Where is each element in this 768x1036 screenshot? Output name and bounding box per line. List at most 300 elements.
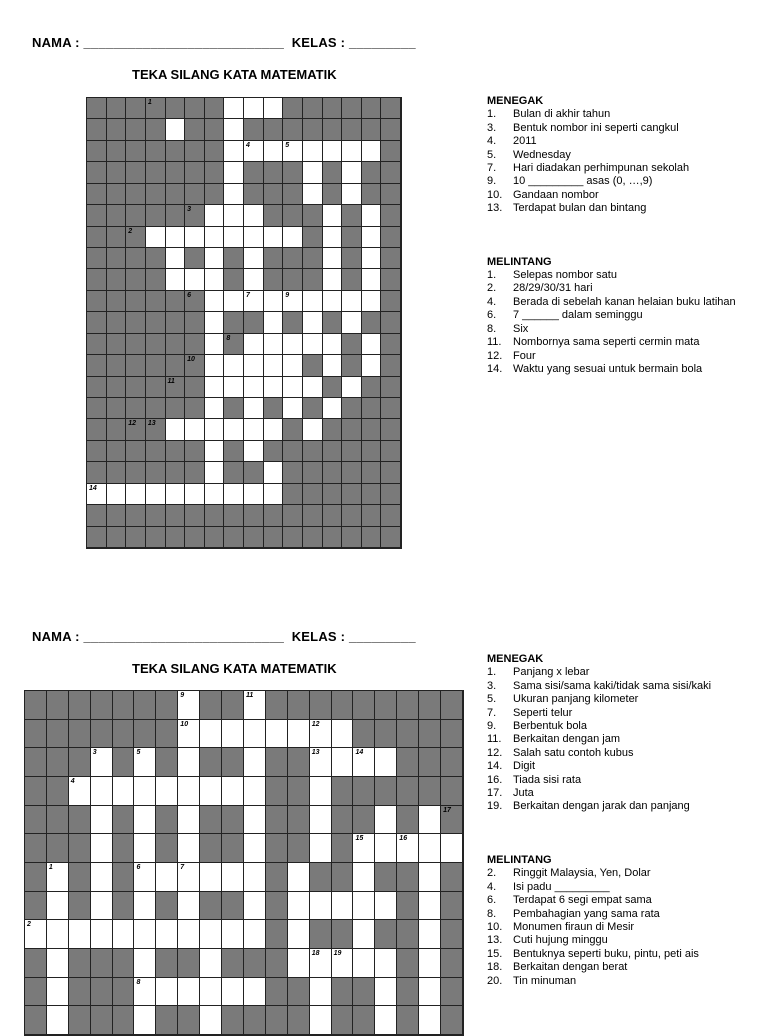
crossword-cell-open[interactable] — [47, 892, 69, 921]
crossword-cell-open[interactable] — [134, 748, 156, 777]
crossword-cell-blocked — [441, 691, 463, 720]
crossword-cell-open[interactable] — [288, 863, 310, 892]
crossword-cell-open[interactable] — [353, 834, 375, 863]
crossword-cell-blocked — [288, 1006, 310, 1035]
crossword-cell-blocked — [266, 920, 288, 949]
nama-blank[interactable]: ___________________________ — [83, 629, 285, 644]
crossword-cell-open[interactable] — [375, 748, 397, 777]
crossword-cell-open[interactable] — [419, 892, 441, 921]
crossword-cell-open[interactable] — [303, 162, 323, 183]
crossword-cell-open[interactable] — [310, 748, 332, 777]
crossword-cell-blocked — [87, 334, 107, 355]
crossword-cell-open[interactable] — [91, 920, 113, 949]
crossword-cell-open[interactable] — [419, 1006, 441, 1035]
clue-item-number: 8. — [487, 907, 497, 920]
clue-item-text: Sama sisi/sama kaki/tidak sama sisi/kaki — [513, 679, 712, 692]
crossword-cell-blocked — [200, 892, 222, 921]
crossword-cell-open[interactable] — [342, 377, 362, 398]
crossword-cell-blocked — [362, 398, 382, 419]
crossword-cell-open[interactable] — [283, 227, 303, 248]
crossword-cell-open[interactable] — [178, 892, 200, 921]
crossword-cell-open[interactable] — [375, 978, 397, 1007]
crossword-cell-open[interactable] — [178, 777, 200, 806]
crossword-cell-open[interactable] — [134, 863, 156, 892]
crossword-cell-open[interactable] — [323, 334, 343, 355]
crossword-cell-open[interactable] — [375, 1006, 397, 1035]
crossword-cell-blocked — [69, 949, 91, 978]
crossword-cell-open[interactable] — [244, 720, 266, 749]
crossword-cell-open[interactable] — [205, 291, 225, 312]
crossword-cell-open[interactable] — [419, 834, 441, 863]
crossword-cell-open[interactable] — [91, 748, 113, 777]
crossword-cell-open[interactable] — [244, 920, 266, 949]
crossword-cell-open[interactable] — [264, 141, 284, 162]
crossword-cell-open[interactable] — [310, 834, 332, 863]
crossword-cell-open[interactable] — [146, 227, 166, 248]
crossword-cell-open[interactable] — [87, 484, 107, 505]
crossword-cell-blocked — [244, 119, 264, 140]
crossword-cell-blocked — [224, 462, 244, 483]
crossword-cell-blocked — [323, 377, 343, 398]
crossword-cell-open[interactable] — [332, 892, 354, 921]
crossword-cell-open[interactable] — [244, 978, 266, 1007]
kelas-blank[interactable]: _________ — [348, 629, 416, 644]
crossword-cell-open[interactable] — [224, 205, 244, 226]
crossword-cell-open[interactable] — [69, 920, 91, 949]
crossword-cell-open[interactable] — [303, 184, 323, 205]
crossword-cell-open[interactable] — [166, 248, 186, 269]
crossword-cell-open[interactable] — [303, 291, 323, 312]
crossword-cell-open[interactable] — [244, 748, 266, 777]
crossword-cell-open[interactable] — [323, 291, 343, 312]
crossword-cell-open[interactable] — [342, 141, 362, 162]
crossword-cell-blocked — [244, 527, 264, 548]
crossword-cell-open[interactable] — [224, 184, 244, 205]
crossword-cell-open[interactable] — [375, 806, 397, 835]
crossword-cell-open[interactable] — [205, 312, 225, 333]
crossword-cell-open[interactable] — [224, 119, 244, 140]
crossword-cell-blocked — [283, 184, 303, 205]
crossword-cell-blocked — [441, 892, 463, 921]
crossword-cell-open[interactable] — [134, 920, 156, 949]
crossword-cell-blocked — [87, 419, 107, 440]
crossword-cell-open[interactable] — [362, 269, 382, 290]
clue-item-number: 11. — [487, 336, 502, 349]
clue-item — [487, 760, 762, 773]
crossword-cell-open[interactable] — [200, 978, 222, 1007]
crossword-cell-blocked — [381, 162, 401, 183]
crossword-cell-open[interactable] — [264, 291, 284, 312]
crossword-cell-open[interactable] — [283, 291, 303, 312]
crossword-cell-open[interactable] — [244, 377, 264, 398]
crossword-cell-open[interactable] — [362, 248, 382, 269]
crossword-cell-open[interactable] — [283, 355, 303, 376]
crossword-cell-open[interactable] — [205, 334, 225, 355]
crossword-cell-blocked — [166, 377, 186, 398]
sheet1-title: TEKA SILANG KATA MATEMATIK — [132, 67, 337, 82]
crossword-cell-open[interactable] — [362, 227, 382, 248]
crossword-cell-open[interactable] — [205, 462, 225, 483]
crossword-cell-open[interactable] — [323, 141, 343, 162]
crossword-cell-open[interactable] — [264, 484, 284, 505]
crossword-cell-blocked — [25, 978, 47, 1007]
crossword-cell-open[interactable] — [166, 119, 186, 140]
crossword-cell-open[interactable] — [224, 162, 244, 183]
crossword-cell-open[interactable] — [342, 184, 362, 205]
crossword-cell-open[interactable] — [244, 419, 264, 440]
crossword-cell-blocked — [205, 141, 225, 162]
crossword-cell-blocked — [323, 484, 343, 505]
crossword-cell-open[interactable] — [205, 441, 225, 462]
crossword-cell-open[interactable] — [303, 377, 323, 398]
crossword-cell-open[interactable] — [178, 834, 200, 863]
crossword-cell-blocked — [342, 98, 362, 119]
crossword-cell-open[interactable] — [222, 978, 244, 1007]
crossword-cell-blocked — [200, 748, 222, 777]
crossword-cell-open[interactable] — [126, 484, 146, 505]
crossword-cell-open[interactable] — [134, 978, 156, 1007]
clue-item-text: Nombornya sama seperti cermin mata — [513, 336, 700, 349]
crossword-cell-open[interactable] — [362, 291, 382, 312]
crossword-cell-open[interactable] — [134, 834, 156, 863]
crossword-cell-open[interactable] — [332, 949, 354, 978]
crossword-cell-open[interactable] — [205, 398, 225, 419]
clue-item — [487, 108, 757, 121]
crossword-cell-open[interactable] — [205, 269, 225, 290]
crossword-cell-open[interactable] — [224, 377, 244, 398]
crossword-cell-blocked — [126, 441, 146, 462]
nama-blank[interactable]: ___________________________ — [83, 35, 285, 50]
clue-item-number: 1. — [487, 666, 497, 679]
crossword-cell-open[interactable] — [342, 291, 362, 312]
crossword-cell-open[interactable] — [288, 949, 310, 978]
crossword-cell-open[interactable] — [205, 377, 225, 398]
crossword-cell-open[interactable] — [134, 1006, 156, 1035]
crossword-cell-open[interactable] — [156, 863, 178, 892]
crossword-cell-open[interactable] — [200, 777, 222, 806]
crossword-cell-open[interactable] — [244, 205, 264, 226]
crossword-cell-open[interactable] — [146, 484, 166, 505]
clue-item-number: 12. — [487, 746, 503, 759]
crossword-cell-open[interactable] — [244, 892, 266, 921]
crossword-cell-open[interactable] — [283, 334, 303, 355]
crossword-cell-open[interactable] — [224, 484, 244, 505]
crossword-cell-open[interactable] — [200, 863, 222, 892]
crossword-cell-open[interactable] — [244, 141, 264, 162]
clue-item-text: Isi padu _________ — [513, 880, 610, 893]
crossword-cell-open[interactable] — [303, 334, 323, 355]
crossword-cell-open[interactable] — [362, 141, 382, 162]
crossword-cell-open[interactable] — [107, 484, 127, 505]
crossword-cell-open[interactable] — [283, 141, 303, 162]
crossword-cell-open[interactable] — [224, 291, 244, 312]
crossword-cell-open[interactable] — [362, 205, 382, 226]
crossword-cell-blocked — [185, 505, 205, 526]
crossword-cell-open[interactable] — [323, 205, 343, 226]
crossword-cell-open[interactable] — [244, 227, 264, 248]
crossword-cell-open[interactable] — [91, 834, 113, 863]
crossword-cell-open[interactable] — [185, 269, 205, 290]
crossword-cell-open[interactable] — [353, 949, 375, 978]
crossword-cell-open[interactable] — [342, 162, 362, 183]
clue-item-text: Ukuran panjang kilometer — [513, 693, 639, 706]
crossword-cell-open[interactable] — [156, 920, 178, 949]
crossword-cell-open[interactable] — [224, 355, 244, 376]
crossword-cell-open[interactable] — [310, 806, 332, 835]
crossword-cell-open[interactable] — [419, 920, 441, 949]
crossword-cell-blocked — [362, 484, 382, 505]
crossword-cell-open[interactable] — [264, 419, 284, 440]
sheet2-menegak-list — [487, 666, 762, 813]
crossword-cell-open[interactable] — [264, 98, 284, 119]
crossword-cell-open[interactable] — [310, 777, 332, 806]
crossword-cell-blocked — [146, 184, 166, 205]
crossword-cell-blocked — [397, 949, 419, 978]
crossword-cell-open[interactable] — [310, 892, 332, 921]
crossword-cell-open[interactable] — [166, 269, 186, 290]
crossword-cell-open[interactable] — [244, 98, 264, 119]
crossword-cell-open[interactable] — [178, 720, 200, 749]
sheet2-menegak-heading: MENEGAK — [487, 653, 544, 665]
crossword-cell-open[interactable] — [303, 312, 323, 333]
clue-item-number: 1. — [487, 108, 497, 121]
crossword-cell-open[interactable] — [244, 398, 264, 419]
crossword-cell-blocked — [353, 806, 375, 835]
crossword-cell-open[interactable] — [91, 863, 113, 892]
crossword-cell-blocked — [323, 527, 343, 548]
crossword-cell-blocked — [441, 1006, 463, 1035]
crossword-cell-open[interactable] — [178, 920, 200, 949]
nama-label: NAMA : — [32, 35, 80, 50]
crossword-cell-open[interactable] — [224, 98, 244, 119]
crossword-cell-open[interactable] — [134, 949, 156, 978]
crossword-cell-open[interactable] — [200, 920, 222, 949]
clue-item-text: Waktu yang sesuai untuk bermain bola — [513, 362, 703, 375]
crossword-cell-blocked — [342, 205, 362, 226]
crossword-cell-open[interactable] — [332, 720, 354, 749]
clue-number: 19 — [333, 949, 342, 957]
crossword-cell-open[interactable] — [353, 892, 375, 921]
crossword-cell-blocked — [323, 441, 343, 462]
crossword-cell-open[interactable] — [244, 691, 266, 720]
clue-item — [487, 122, 757, 135]
crossword-cell-open[interactable] — [205, 205, 225, 226]
crossword-cell-open[interactable] — [244, 834, 266, 863]
crossword-cell-open[interactable] — [224, 141, 244, 162]
crossword-cell-open[interactable] — [323, 355, 343, 376]
crossword-cell-open[interactable] — [47, 920, 69, 949]
crossword-cell-open[interactable] — [200, 949, 222, 978]
crossword-cell-open[interactable] — [353, 748, 375, 777]
crossword-cell-open[interactable] — [244, 355, 264, 376]
crossword-cell-open[interactable] — [244, 484, 264, 505]
crossword-cell-blocked — [381, 419, 401, 440]
crossword-cell-open[interactable] — [205, 227, 225, 248]
crossword-cell-open[interactable] — [303, 141, 323, 162]
crossword-cell-open[interactable] — [419, 978, 441, 1007]
crossword-cell-open[interactable] — [224, 227, 244, 248]
crossword-cell-open[interactable] — [47, 863, 69, 892]
crossword-cell-open[interactable] — [375, 834, 397, 863]
crossword-cell-blocked — [166, 334, 186, 355]
crossword-cell-open[interactable] — [156, 978, 178, 1007]
crossword-cell-open[interactable] — [222, 777, 244, 806]
clue-number: 3 — [187, 206, 192, 214]
crossword-cell-open[interactable] — [323, 269, 343, 290]
crossword-cell-blocked — [146, 462, 166, 483]
crossword-cell-open[interactable] — [244, 269, 264, 290]
crossword-cell-open[interactable] — [244, 777, 266, 806]
crossword-cell-open[interactable] — [375, 892, 397, 921]
crossword-cell-open[interactable] — [200, 1006, 222, 1035]
crossword-cell-open[interactable] — [222, 863, 244, 892]
clue-item — [487, 282, 757, 295]
clue-item-text: Four — [513, 349, 536, 362]
crossword-cell-open[interactable] — [205, 248, 225, 269]
crossword-cell-open[interactable] — [375, 949, 397, 978]
crossword-cell-open[interactable] — [113, 777, 135, 806]
crossword-cell-open[interactable] — [166, 227, 186, 248]
crossword-cell-open[interactable] — [244, 334, 264, 355]
clue-item-number: 4. — [487, 135, 497, 148]
crossword-cell-open[interactable] — [264, 377, 284, 398]
crossword-cell-blocked — [156, 892, 178, 921]
crossword-cell-open[interactable] — [205, 355, 225, 376]
crossword-cell-blocked — [323, 419, 343, 440]
crossword-cell-open[interactable] — [25, 920, 47, 949]
crossword-cell-blocked — [87, 269, 107, 290]
crossword-cell-open[interactable] — [178, 748, 200, 777]
crossword-cell-open[interactable] — [178, 806, 200, 835]
crossword-cell-open[interactable] — [310, 978, 332, 1007]
crossword-cell-open[interactable] — [134, 892, 156, 921]
crossword-cell-open[interactable] — [178, 863, 200, 892]
crossword-cell-open[interactable] — [244, 291, 264, 312]
crossword-cell-blocked — [362, 119, 382, 140]
crossword-cell-open[interactable] — [222, 720, 244, 749]
crossword-cell-open[interactable] — [205, 484, 225, 505]
crossword-cell-open[interactable] — [222, 920, 244, 949]
crossword-cell-open[interactable] — [244, 441, 264, 462]
crossword-cell-blocked — [381, 441, 401, 462]
crossword-cell-open[interactable] — [441, 834, 463, 863]
crossword-cell-blocked — [264, 505, 284, 526]
crossword-cell-open[interactable] — [91, 892, 113, 921]
crossword-cell-open[interactable] — [185, 419, 205, 440]
kelas-blank[interactable]: _________ — [348, 35, 416, 50]
crossword-cell-open[interactable] — [332, 748, 354, 777]
crossword-cell-open[interactable] — [323, 248, 343, 269]
crossword-cell-open[interactable] — [353, 920, 375, 949]
crossword-cell-blocked — [25, 1006, 47, 1035]
crossword-cell-open[interactable] — [419, 949, 441, 978]
crossword-cell-open[interactable] — [166, 484, 186, 505]
crossword-cell-open[interactable] — [244, 863, 266, 892]
crossword-cell-open[interactable] — [47, 1006, 69, 1035]
crossword-cell-open[interactable] — [178, 691, 200, 720]
crossword-cell-open[interactable] — [303, 419, 323, 440]
crossword-cell-open[interactable] — [342, 312, 362, 333]
crossword-cell-open[interactable] — [310, 720, 332, 749]
crossword-cell-blocked — [107, 312, 127, 333]
crossword-cell-open[interactable] — [156, 777, 178, 806]
crossword-cell-blocked — [25, 949, 47, 978]
crossword-cell-open[interactable] — [91, 806, 113, 835]
crossword-cell-open[interactable] — [283, 377, 303, 398]
crossword-cell-open[interactable] — [134, 806, 156, 835]
crossword-cell-open[interactable] — [264, 227, 284, 248]
crossword-cell-open[interactable] — [397, 834, 419, 863]
crossword-cell-open[interactable] — [91, 777, 113, 806]
crossword-cell-open[interactable] — [178, 978, 200, 1007]
crossword-cell-open[interactable] — [419, 863, 441, 892]
crossword-cell-open[interactable] — [283, 398, 303, 419]
crossword-cell-open[interactable] — [288, 920, 310, 949]
crossword-cell-open[interactable] — [266, 720, 288, 749]
crossword-cell-blocked — [224, 312, 244, 333]
crossword-cell-open[interactable] — [244, 248, 264, 269]
crossword-cell-blocked — [419, 720, 441, 749]
crossword-cell-open[interactable] — [288, 892, 310, 921]
crossword-cell-blocked — [244, 184, 264, 205]
crossword-cell-blocked — [185, 334, 205, 355]
crossword-cell-open[interactable] — [224, 419, 244, 440]
crossword-cell-blocked — [264, 162, 284, 183]
crossword-cell-open[interactable] — [47, 978, 69, 1007]
crossword-cell-open[interactable] — [264, 462, 284, 483]
crossword-cell-open[interactable] — [113, 920, 135, 949]
crossword-cell-open[interactable] — [310, 1006, 332, 1035]
crossword-cell-open[interactable] — [134, 777, 156, 806]
crossword-cell-open[interactable] — [47, 949, 69, 978]
crossword-cell-open[interactable] — [353, 863, 375, 892]
crossword-cell-blocked — [381, 505, 401, 526]
crossword-cell-blocked — [381, 141, 401, 162]
crossword-cell-open[interactable] — [185, 227, 205, 248]
crossword-cell-open[interactable] — [205, 419, 225, 440]
crossword-cell-open[interactable] — [310, 949, 332, 978]
crossword-cell-open[interactable] — [166, 419, 186, 440]
clue-item — [487, 666, 762, 679]
crossword-cell-open[interactable] — [200, 720, 222, 749]
crossword-cell-blocked — [441, 949, 463, 978]
crossword-cell-blocked — [362, 312, 382, 333]
crossword-cell-open[interactable] — [362, 355, 382, 376]
crossword-cell-blocked — [107, 248, 127, 269]
crossword-cell-open[interactable] — [69, 777, 91, 806]
crossword-cell-blocked — [342, 269, 362, 290]
clue-item-text: Selepas nombor satu — [513, 269, 617, 282]
crossword-cell-open[interactable] — [244, 806, 266, 835]
crossword-cell-blocked — [185, 462, 205, 483]
clue-item — [487, 800, 762, 813]
crossword-cell-open[interactable] — [264, 355, 284, 376]
crossword-cell-blocked — [146, 162, 166, 183]
crossword-cell-blocked — [332, 863, 354, 892]
crossword-cell-blocked — [107, 419, 127, 440]
crossword-cell-open[interactable] — [362, 334, 382, 355]
crossword-cell-blocked — [156, 691, 178, 720]
crossword-cell-open[interactable] — [264, 312, 284, 333]
crossword-cell-open[interactable] — [419, 806, 441, 835]
crossword-cell-open[interactable] — [264, 334, 284, 355]
crossword-cell-open[interactable] — [185, 484, 205, 505]
crossword-cell-blocked — [166, 141, 186, 162]
crossword-cell-blocked — [381, 227, 401, 248]
crossword-cell-open[interactable] — [288, 720, 310, 749]
crossword-cell-open[interactable] — [323, 227, 343, 248]
crossword-cell-open[interactable] — [323, 398, 343, 419]
